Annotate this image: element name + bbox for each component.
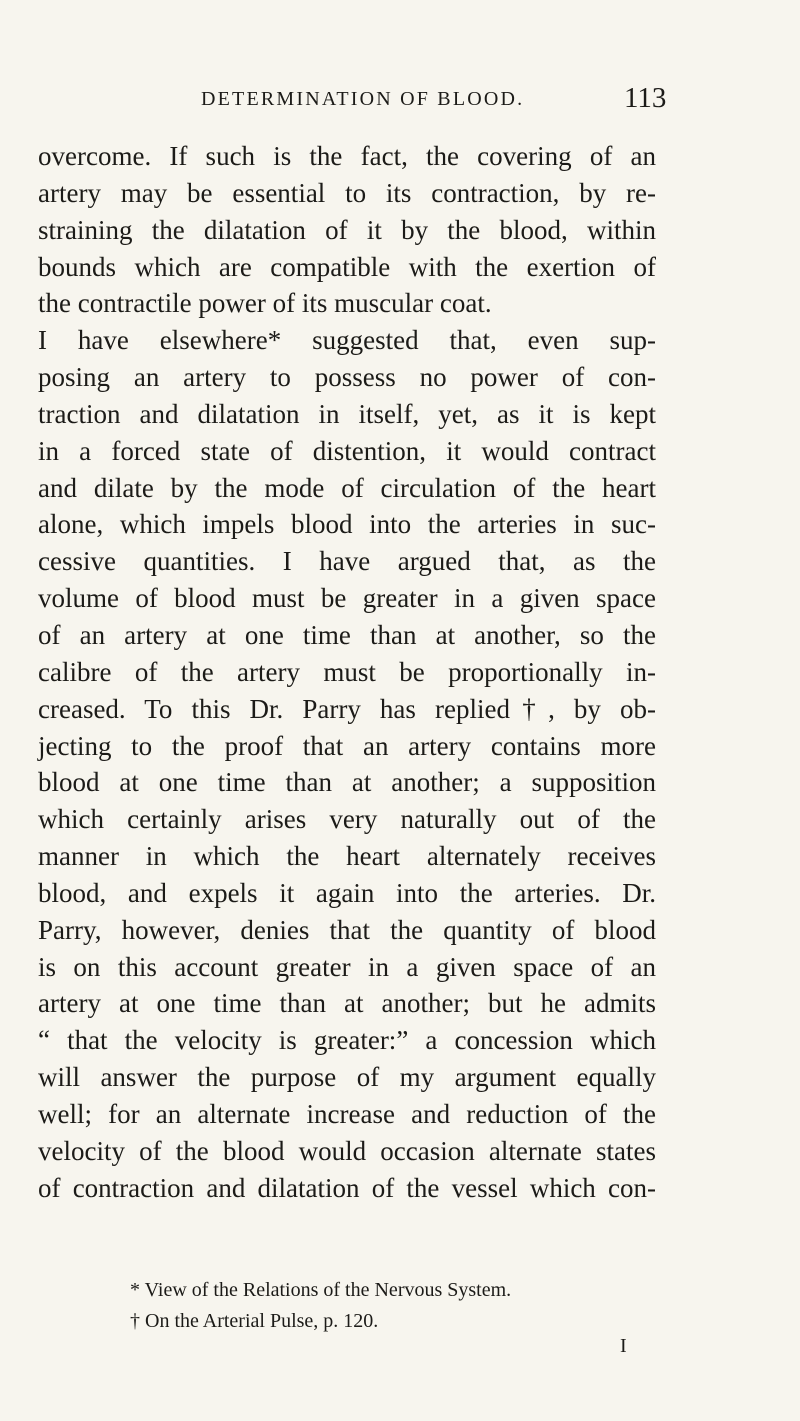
footnote: † On the Arterial Pulse, p. 120. — [130, 1310, 379, 1332]
text-line: velocity of the blood would occasion alternate states — [38, 1135, 656, 1166]
footnote: * View of the Relations of the Nervous System. — [130, 1279, 512, 1301]
text-line: the contractile power of its muscular coat. — [38, 288, 492, 319]
text-line: will answer the purpose of my argument equally — [38, 1062, 656, 1093]
text-line: which certainly arises very naturally out of the — [38, 804, 656, 835]
text-line: artery may be essential to its contraction, by re- — [38, 177, 656, 208]
text-line: bounds which are compatible with the exertion of — [38, 251, 656, 282]
text-line: creased. To this Dr. Parry has replied†, by ob- — [38, 693, 656, 724]
text-line: overcome. If such is the fact, the covering of an — [38, 141, 656, 171]
text-line: traction and dilatation in itself, yet, as it is kept — [38, 398, 656, 429]
paragraph-first-line: I have elsewhere* suggested that, even sup- — [38, 325, 656, 356]
text-line: artery at one time than at another; but he admits — [38, 988, 656, 1019]
text-line: posing an artery to possess no power of con- — [38, 362, 656, 393]
footnotes — [130, 1275, 650, 1337]
text-line: blood, and expels it again into the arteries. Dr. — [38, 877, 656, 908]
text-line: is on this account greater in a given space of an — [38, 951, 656, 982]
text-line: straining the dilatation of it by the blood, within — [38, 214, 656, 245]
body-text — [38, 138, 656, 1206]
text-line: of an artery at one time than at another, so the — [38, 619, 656, 650]
text-line: manner in which the heart alternately receives — [38, 841, 656, 872]
text-line: “ that the velocity is greater:” a concession which — [38, 1025, 656, 1056]
text-line: cessive quantities. I have argued that, as the — [38, 546, 656, 577]
text-line: in a forced state of distention, it would contract — [38, 435, 656, 466]
text-line: jecting to the proof that an artery contains more — [38, 730, 656, 761]
running-title: DETERMINATION OF BLOOD. — [201, 88, 525, 110]
text-line: blood at one time than at another; a supposition — [38, 767, 656, 798]
text-line: well; for an alternate increase and reduction of the — [38, 1098, 656, 1129]
page-number: 113 — [624, 82, 667, 114]
text-line: of contraction and dilatation of the vessel which con- — [38, 1172, 656, 1203]
signature-mark: I — [620, 1335, 627, 1357]
running-head — [0, 80, 800, 114]
text-line: calibre of the artery must be proportionally in- — [38, 656, 656, 687]
text-line: Parry, however, denies that the quantity of blood — [38, 914, 656, 945]
text-line: alone, which impels blood into the arteries in suc- — [38, 509, 656, 540]
text-line: volume of blood must be greater in a given space — [38, 583, 656, 614]
text-line: and dilate by the mode of circulation of the heart — [38, 472, 656, 503]
